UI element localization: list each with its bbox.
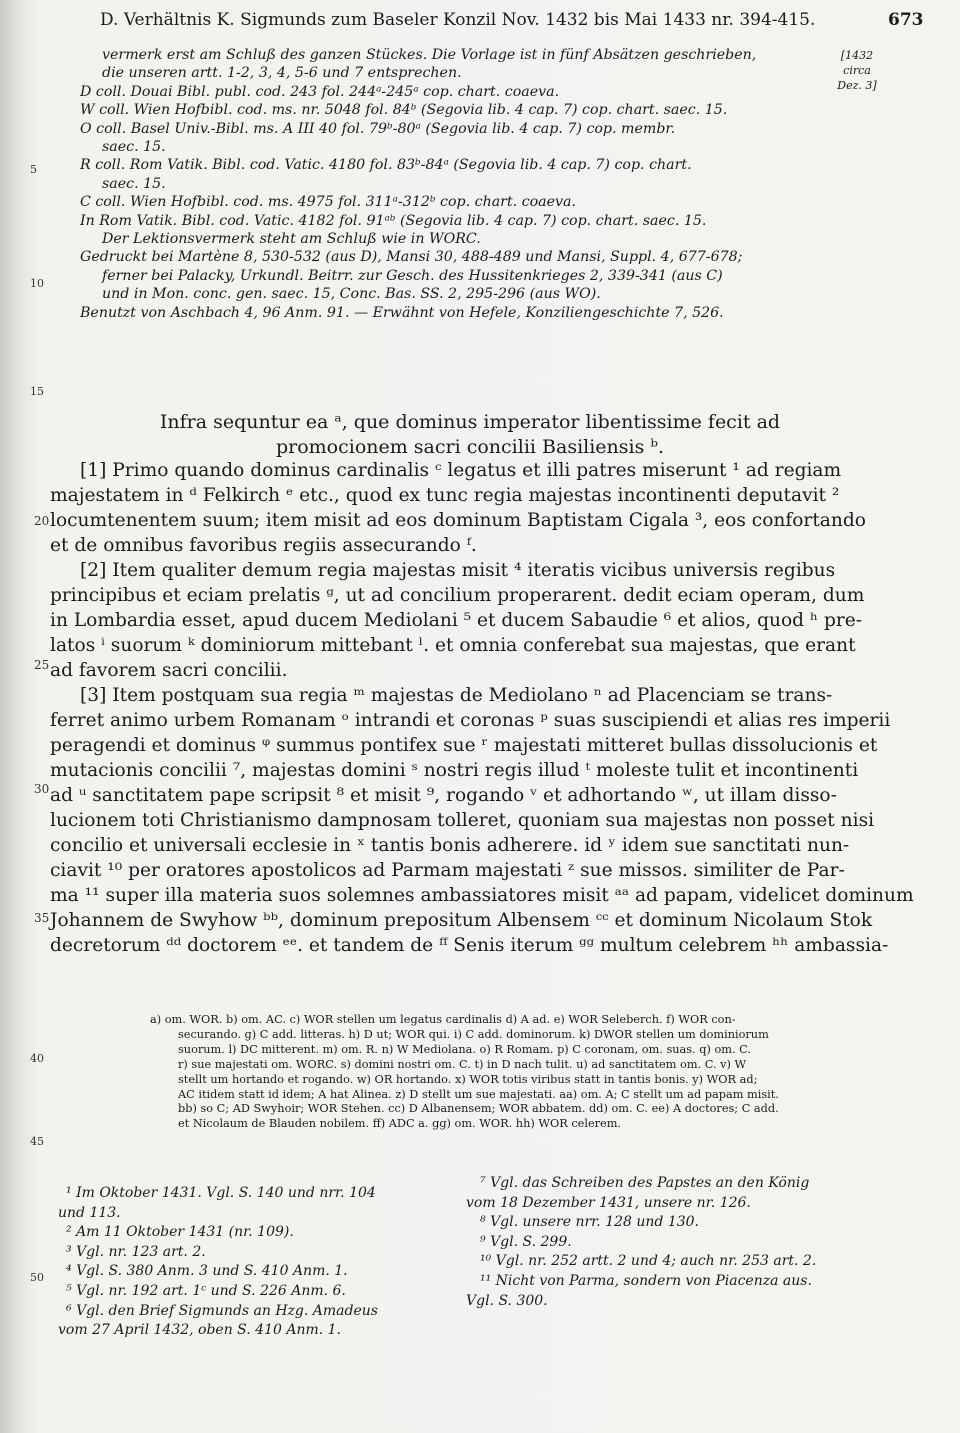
line-number: 5 — [30, 163, 37, 176]
line-number: 45 — [30, 1135, 44, 1148]
variant-line: AC itidem statt id idem; A hat Alinea. z) D stellt um sue majestati. aa) om. A; C stellt um ad papam misit. — [178, 1087, 779, 1101]
variant-line: suorum. l) DC mitterent. m) om. R. n) W Mediolana. o) R Romam. p) C coronam, om. suas. q) om. C. — [178, 1042, 752, 1056]
line-number: 25 — [34, 658, 50, 672]
title-line: Infra sequntur ea ᵃ, que dominus imperator libentissime fecit ad — [159, 411, 781, 433]
variant-line: et Nicolaum de Blauden nobilem. ff) ADC a. gg) om. WOR. hh) WOR celerem. — [178, 1117, 622, 1131]
intro-line: Benutzt von Aschbach 4, 96 Anm. 91. — Erwähnt von Hefele, Konziliengeschichte 7, 526. — [80, 304, 724, 321]
intro-line: R coll. Rom Vatik. Bibl. cod. Vatic. 4180 fol. 83ᵇ-84ᵃ (Segovia lib. 4 cap. 7) cop. chart. — [80, 157, 692, 174]
variant-line: r) sue majestati om. WORC. s) domini nostri om. C. t) in D nach tulit. u) ad sanctitatem om. C. v) W — [178, 1057, 747, 1071]
intro-line: Gedruckt bei Martène 8, 530-532 (aus D), Mansi 30, 488-489 und Mansi, Suppl. 4, 677-678; — [80, 249, 743, 266]
text-line: [3] Item postquam sua regia ᵐ majestas de Mediolano ⁿ ad Placenciam se trans- — [80, 685, 833, 706]
running-header: D. Verhältnis K. Sigmunds zum Baseler Konzil Nov. 1432 bis Mai 1433 nr. 394-415. — [100, 10, 816, 30]
footnotes-right — [466, 1174, 866, 1311]
intro-line: Der Lektionsvermerk steht am Schluß wie in WORC. — [102, 231, 481, 248]
footnote-line: ¹⁰ Vgl. nr. 252 artt. 2 und 4; auch nr. 253 art. 2. — [480, 1253, 817, 1270]
intro-line: In Rom Vatik. Bibl. cod. Vatic. 4182 fol. 91ᵃᵇ (Segovia lib. 4 cap. 7) cop. chart. saec. 15. — [80, 212, 707, 229]
line-number: 40 — [30, 1052, 44, 1065]
footnote-line: ⁷ Vgl. das Schreiben des Papstes an den König — [480, 1175, 810, 1191]
intro-line: C coll. Wien Hofbibl. cod. ms. 4975 fol. 311ᵃ-312ᵇ cop. chart. coaeva. — [80, 194, 577, 211]
source-description — [80, 46, 870, 322]
variant-line: bb) so C; AD Swyhoir; WOR Stehen. cc) D Albanensem; WOR abbatem. dd) om. C. ee) A doctores; C add. — [178, 1102, 779, 1116]
main-text — [50, 458, 914, 958]
text-line: majestatem in ᵈ Felkirch ᵉ etc., quod ex tunc regia majestas incontinenti deputavit ² — [50, 485, 840, 506]
footnote-line: vom 18 Dezember 1431, unsere nr. 126. — [466, 1194, 751, 1211]
line-number: 15 — [30, 385, 44, 398]
intro-line: und in Mon. conc. gen. saec. 15, Conc. Bas. SS. 2, 295-296 (aus WO). — [102, 286, 601, 303]
intro-line: vermerk erst am Schluß des ganzen Stückes. Die Vorlage ist in fünf Absätzen geschrieben, — [102, 47, 757, 63]
margin-date-line: Dez. 3] — [837, 79, 877, 92]
text-line: ma ¹¹ super illa materia suos solemnes ambassiatores misit ᵃᵃ ad papam, videlicet dominum — [50, 885, 914, 906]
footnote-line: ⁶ Vgl. den Brief Sigmunds an Hzg. Amadeus — [66, 1302, 378, 1319]
intro-line: saec. 15. — [102, 175, 166, 192]
intro-line: O coll. Basel Univ.-Bibl. ms. A III 40 fol. 79ᵇ-80ᵃ (Segovia lib. 4 cap. 7) cop. membr. — [80, 120, 676, 137]
line-number: 20 — [34, 514, 50, 528]
intro-line: saec. 15. — [102, 139, 166, 156]
text-line: locumtenentem suum; item misit ad eos dominum Baptistam Cigala ³, eos confortando — [50, 510, 866, 531]
footnote-line: ² Am 11 Oktober 1431 (nr. 109). — [66, 1224, 294, 1241]
text-line: lucionem toti Christianismo dampnosam tolleret, quoniam sua majestas non posset nisi — [50, 810, 875, 831]
text-line: ferret animo urbem Romanam ᵒ intrandi et coronas ᵖ suas suscipiendi et alias res imperii — [50, 710, 891, 731]
text-line: decretorum ᵈᵈ doctorem ᵉᵉ. et tandem de ᶠᶠ Senis iterum ᵍᵍ multum celebrem ʰʰ ambassia- — [50, 935, 889, 956]
footnote-line: ⁵ Vgl. nr. 192 art. 1ᶜ und S. 226 Anm. 6. — [66, 1282, 346, 1299]
text-line: ad ᵘ sanctitatem pape scripsit ⁸ et misit ⁹, rogando ᵛ et adhortando ʷ, ut illam disso- — [50, 785, 837, 806]
variant-line: stellt um hortando et rogando. w) OR hortando. x) WOR totis viribus statt in tantis bonis. y) WOR ad; — [178, 1072, 758, 1086]
footnote-line: ⁸ Vgl. unsere nrr. 128 und 130. — [480, 1214, 699, 1231]
text-line: ciavit ¹⁰ per oratores apostolicos ad Parmam majestati ᶻ sue missos. similiter de Par- — [50, 860, 845, 881]
footnotes-left — [58, 1184, 458, 1341]
text-line: [2] Item qualiter demum regia majestas misit ⁴ iteratis vicibus universis regibus — [80, 560, 836, 581]
line-number: 35 — [34, 911, 50, 925]
variant-line: securando. g) C add. litteras. h) D ut; WOR qui. i) C add. dominorum. k) DWOR stellen um dominiorum — [178, 1027, 769, 1041]
text-line: [1] Primo quando dominus cardinalis ᶜ legatus et illi patres miserunt ¹ ad regiam — [80, 460, 842, 481]
text-line: principibus et eciam prelatis ᵍ, ut ad concilium properarent. dedit eciam operam, dum — [50, 585, 865, 606]
footnote-line: ¹¹ Nicht von Parma, sondern von Piacenza aus. — [480, 1272, 812, 1289]
text-line: Johannem de Swyhow ᵇᵇ, dominum prepositum Albensem ᶜᶜ et dominum Nicolaum Stok — [50, 910, 873, 931]
text-line: ad favorem sacri concilii. — [50, 660, 288, 681]
line-number: 50 — [30, 1271, 44, 1284]
text-line: et de omnibus favoribus regiis assecurando ᶠ. — [50, 535, 477, 556]
text-line: latos ⁱ suorum ᵏ dominiorum mittebant ˡ. et omnia conferebat sua majestas, que erant — [50, 635, 856, 656]
line-number: 30 — [34, 782, 50, 796]
footnote-line: und 113. — [58, 1204, 121, 1221]
intro-line: D coll. Douai Bibl. publ. cod. 243 fol. 244ᵃ-245ᵃ cop. chart. coaeva. — [80, 83, 560, 100]
footnote-line: Vgl. S. 300. — [466, 1292, 548, 1309]
margin-date-line: [1432 — [840, 49, 874, 62]
intro-line: die unseren artt. 1-2, 3, 4, 5-6 und 7 entsprechen. — [102, 65, 462, 82]
title-line: promocionem sacri concilii Basiliensis ᵇ. — [275, 436, 665, 458]
margin-date-line: circa — [843, 64, 871, 77]
page-number: 673 — [888, 10, 924, 30]
text-line: in Lombardia esset, apud ducem Mediolani ⁵ et ducem Sabaudie ⁶ et alios, quod ʰ pre- — [50, 610, 863, 631]
footnote-line: ³ Vgl. nr. 123 art. 2. — [66, 1243, 206, 1260]
text-line: peragendi et dominus ᵠ summus pontifex sue ʳ majestati mitteret bullas dissolucionis et — [50, 735, 878, 756]
intro-line: W coll. Wien Hofbibl. cod. ms. nr. 5048 fol. 84ᵇ (Segovia lib. 4 cap. 7) cop. chart. saec. 15. — [80, 102, 728, 119]
line-number: 10 — [30, 277, 44, 290]
variant-apparatus — [150, 1013, 860, 1132]
footnote-line: ⁴ Vgl. S. 380 Anm. 3 und S. 410 Anm. 1. — [66, 1263, 348, 1280]
text-line: concilio et universali ecclesie in ˣ tantis bonis adherere. id ʸ idem sue sanctitati nun- — [50, 835, 850, 856]
intro-line: ferner bei Palacky, Urkundl. Beitrr. zur Gesch. des Hussitenkrieges 2, 339-341 (aus C) — [102, 267, 723, 284]
footnote-line: ¹ Im Oktober 1431. Vgl. S. 140 und nrr. 104 — [66, 1185, 376, 1201]
text-line: mutacionis concilii ⁷, majestas domini ˢ nostri regis illud ᵗ moleste tulit et incontinenti — [50, 760, 859, 781]
footnote-line: ⁹ Vgl. S. 299. — [480, 1233, 572, 1250]
footnote-line: vom 27 April 1432, oben S. 410 Anm. 1. — [58, 1322, 341, 1339]
variant-line: a) om. WOR. b) om. AC. c) WOR stellen um legatus cardinalis d) A ad. e) WOR Seleberch. f) WOR con- — [150, 1013, 736, 1026]
document-title — [100, 410, 840, 460]
